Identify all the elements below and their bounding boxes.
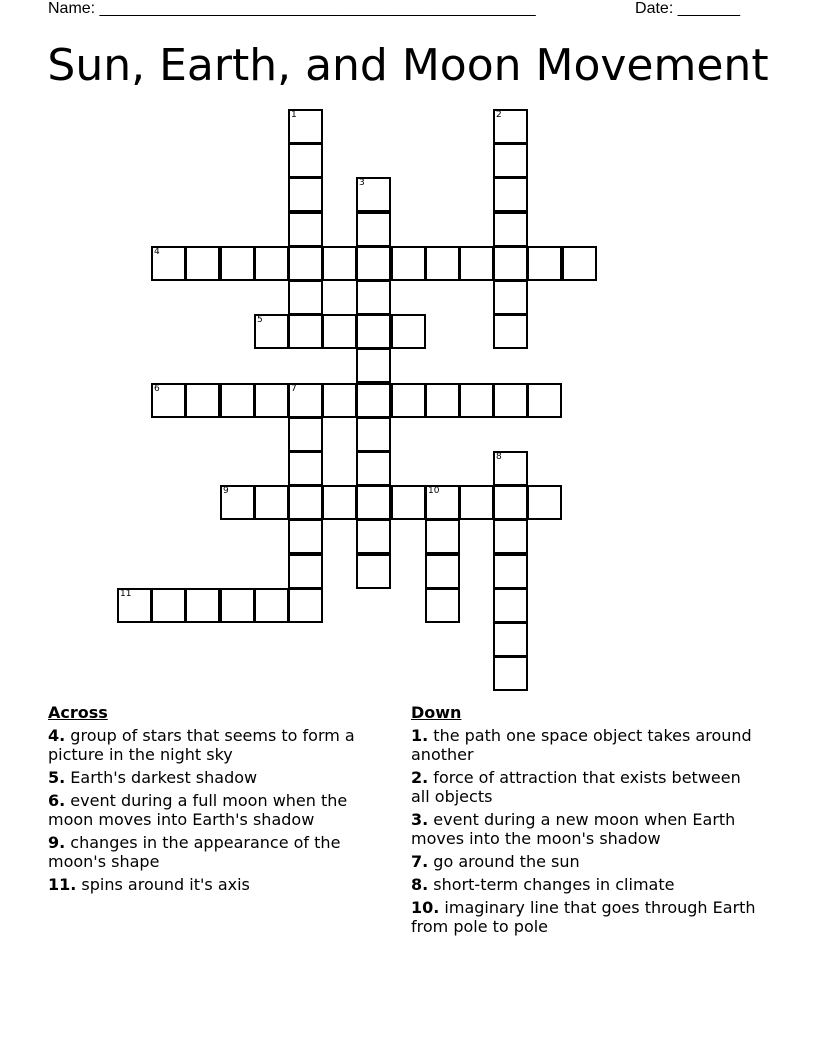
- crossword-cell[interactable]: [493, 588, 528, 623]
- crossword-cell[interactable]: [493, 622, 528, 657]
- crossword-cell[interactable]: [151, 246, 186, 281]
- cell-number: 6: [154, 384, 160, 394]
- crossword-cell[interactable]: [288, 588, 323, 623]
- crossword-cell[interactable]: [288, 246, 323, 281]
- crossword-cell[interactable]: [391, 485, 426, 520]
- crossword-cell[interactable]: [254, 246, 289, 281]
- crossword-cell[interactable]: [459, 485, 494, 520]
- clue-across-4: [48, 726, 393, 764]
- crossword-cell[interactable]: [288, 383, 323, 418]
- crossword-cell[interactable]: [356, 348, 391, 383]
- crossword-cell[interactable]: [356, 177, 391, 212]
- clue-number: 1.: [411, 726, 429, 745]
- clue-number: 10.: [411, 898, 440, 917]
- crossword-cell[interactable]: [425, 519, 460, 554]
- crossword-cell[interactable]: [356, 519, 391, 554]
- crossword-cell[interactable]: [562, 246, 597, 281]
- crossword-cell[interactable]: [425, 554, 460, 589]
- clue-number: 9.: [48, 833, 66, 852]
- crossword-cell[interactable]: [527, 383, 562, 418]
- across-clues: [48, 703, 393, 898]
- crossword-cell[interactable]: [493, 485, 528, 520]
- crossword-cell[interactable]: [288, 519, 323, 554]
- cell-number: 8: [496, 452, 502, 462]
- crossword-cell[interactable]: [288, 451, 323, 486]
- clue-text: event during a full moon when the moon moves into Earth's shadow: [48, 791, 348, 829]
- crossword-cell[interactable]: [391, 314, 426, 349]
- crossword-cell[interactable]: [322, 246, 357, 281]
- clue-down-2: [411, 768, 756, 806]
- across-heading: Across: [48, 703, 108, 722]
- clue-down-10: [411, 898, 756, 936]
- cell-number: 7: [291, 384, 297, 394]
- date-label: Date: _______: [635, 0, 740, 17]
- crossword-cell[interactable]: [185, 588, 220, 623]
- crossword-cell[interactable]: [493, 280, 528, 315]
- clue-text: changes in the appearance of the moon's shape: [48, 833, 341, 871]
- crossword-cell[interactable]: [288, 177, 323, 212]
- crossword-cell[interactable]: [493, 554, 528, 589]
- crossword-cell[interactable]: [459, 246, 494, 281]
- cell-number: 3: [359, 178, 365, 188]
- clue-down-3: [411, 810, 756, 848]
- crossword-cell[interactable]: [151, 588, 186, 623]
- crossword-cell[interactable]: [322, 485, 357, 520]
- crossword-cell[interactable]: [254, 314, 289, 349]
- clue-down-1: [411, 726, 756, 764]
- clue-text: imaginary line that goes through Earth from pole to pole: [411, 898, 756, 936]
- crossword-cell[interactable]: [288, 143, 323, 178]
- crossword-cell[interactable]: [220, 588, 255, 623]
- clue-text: event during a new moon when Earth moves into the moon's shadow: [411, 810, 736, 848]
- clue-number: 3.: [411, 810, 429, 829]
- crossword-cell[interactable]: [425, 246, 460, 281]
- crossword-cell[interactable]: [493, 451, 528, 486]
- cell-number: 9: [223, 486, 229, 496]
- crossword-cell[interactable]: [356, 246, 391, 281]
- clue-across-9: [48, 833, 393, 871]
- clue-number: 6.: [48, 791, 66, 810]
- crossword-cell[interactable]: [527, 485, 562, 520]
- clue-text: short-term changes in climate: [428, 875, 675, 894]
- crossword-cell[interactable]: [356, 314, 391, 349]
- crossword-cell[interactable]: [254, 588, 289, 623]
- crossword-cell[interactable]: [493, 109, 528, 144]
- crossword-cell[interactable]: [356, 212, 391, 247]
- crossword-cell[interactable]: [391, 246, 426, 281]
- crossword-cell[interactable]: [220, 383, 255, 418]
- crossword-cell[interactable]: [185, 383, 220, 418]
- clue-down-8: [411, 875, 756, 894]
- crossword-cell[interactable]: [493, 383, 528, 418]
- crossword-cell[interactable]: [493, 177, 528, 212]
- crossword-cell[interactable]: [185, 246, 220, 281]
- crossword-cell[interactable]: [356, 417, 391, 452]
- crossword-cell[interactable]: [288, 485, 323, 520]
- cell-number: 1: [291, 110, 297, 120]
- cell-number: 5: [257, 315, 263, 325]
- crossword-cell[interactable]: [425, 588, 460, 623]
- cell-number: 11: [120, 589, 132, 599]
- crossword-cell[interactable]: [356, 451, 391, 486]
- crossword-cell[interactable]: [356, 383, 391, 418]
- crossword-cell[interactable]: [493, 143, 528, 178]
- crossword-cell[interactable]: [493, 656, 528, 691]
- crossword-cell[interactable]: [391, 383, 426, 418]
- clue-across-6: [48, 791, 393, 829]
- crossword-cell[interactable]: [322, 314, 357, 349]
- clue-text: force of attraction that exists between all objects: [411, 768, 741, 806]
- crossword-cell[interactable]: [288, 554, 323, 589]
- crossword-cell[interactable]: [356, 485, 391, 520]
- crossword-cell[interactable]: [322, 383, 357, 418]
- clue-text: group of stars that seems to form a picture in the night sky: [48, 726, 355, 764]
- crossword-cell[interactable]: [493, 519, 528, 554]
- crossword-cell[interactable]: [220, 485, 255, 520]
- clue-number: 7.: [411, 852, 429, 871]
- clue-number: 2.: [411, 768, 429, 787]
- clue-across-5: [48, 768, 393, 787]
- cell-number: 2: [496, 110, 502, 120]
- crossword-cell[interactable]: [151, 383, 186, 418]
- clue-text: spins around it's axis: [76, 875, 250, 894]
- name-label: Name: _________________________________________________: [48, 0, 536, 17]
- crossword-cell[interactable]: [425, 383, 460, 418]
- crossword-cell[interactable]: [288, 109, 323, 144]
- crossword-cell[interactable]: [493, 212, 528, 247]
- crossword-cell[interactable]: [254, 383, 289, 418]
- crossword-cell[interactable]: [356, 554, 391, 589]
- clue-text: go around the sun: [428, 852, 580, 871]
- cell-number: 10: [428, 486, 440, 496]
- crossword-cell[interactable]: [117, 588, 152, 623]
- clue-text: the path one space object takes around another: [411, 726, 752, 764]
- crossword-cell[interactable]: [356, 280, 391, 315]
- crossword-cell[interactable]: [288, 212, 323, 247]
- clue-number: 8.: [411, 875, 429, 894]
- crossword-cell[interactable]: [220, 246, 255, 281]
- crossword-cell[interactable]: [288, 417, 323, 452]
- clue-across-11: [48, 875, 393, 894]
- down-heading: Down: [411, 703, 462, 722]
- cell-number: 4: [154, 247, 160, 257]
- crossword-cell[interactable]: [527, 246, 562, 281]
- crossword-cell[interactable]: [254, 485, 289, 520]
- page-title: Sun, Earth, and Moon Movement: [47, 40, 769, 91]
- clue-number: 4.: [48, 726, 66, 745]
- crossword-cell[interactable]: [459, 383, 494, 418]
- crossword-cell[interactable]: [288, 280, 323, 315]
- crossword-cell[interactable]: [493, 246, 528, 281]
- clue-down-7: [411, 852, 756, 871]
- crossword-cell[interactable]: [493, 314, 528, 349]
- crossword-cell[interactable]: [425, 485, 460, 520]
- crossword-cell[interactable]: [288, 314, 323, 349]
- clue-number: 11.: [48, 875, 77, 894]
- down-clues: [411, 703, 756, 940]
- clue-number: 5.: [48, 768, 66, 787]
- clue-text: Earth's darkest shadow: [65, 768, 258, 787]
